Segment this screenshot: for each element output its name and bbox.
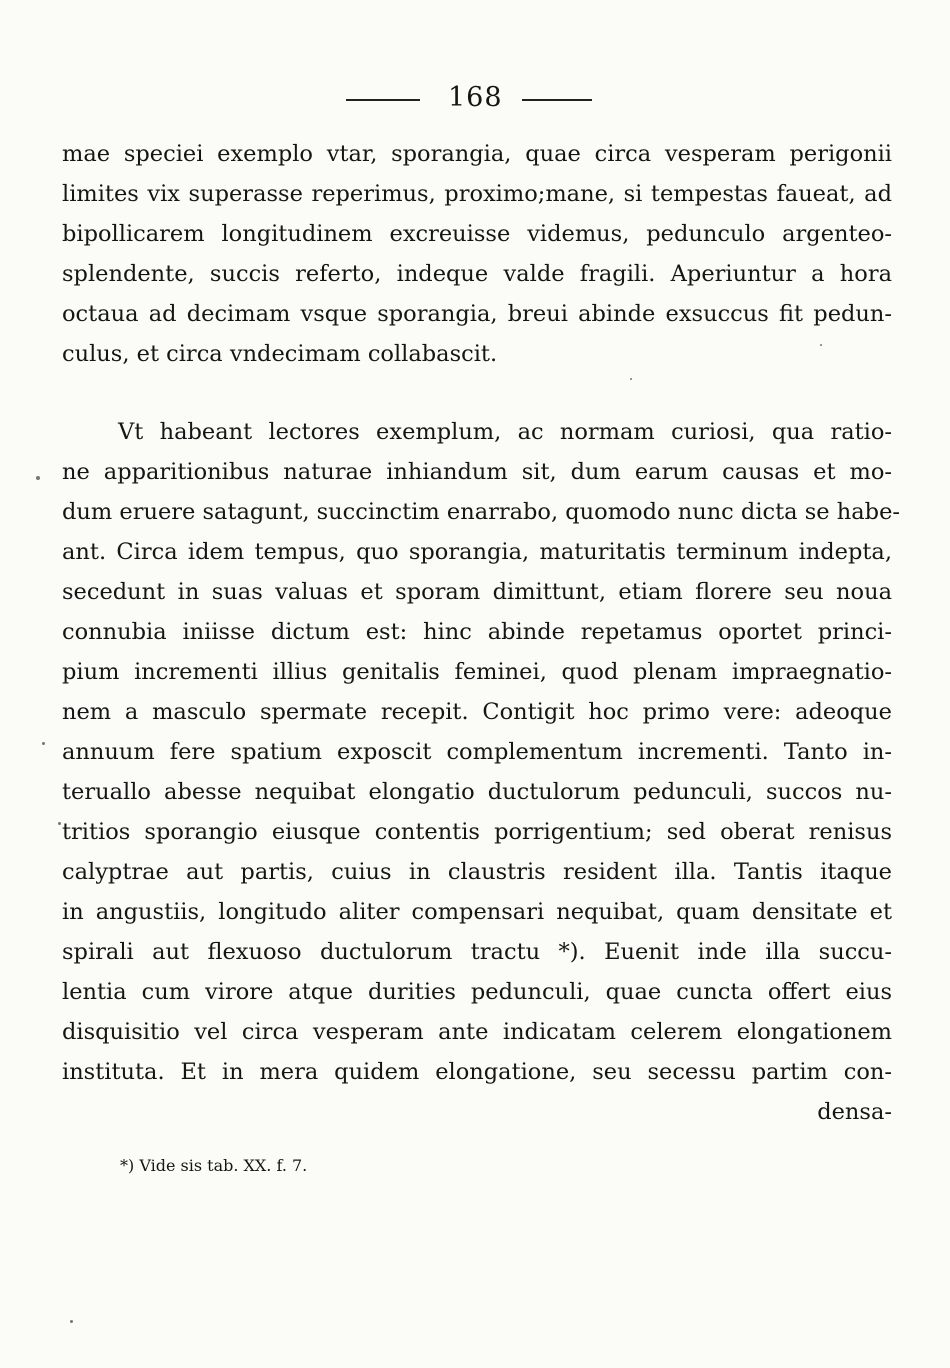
text-line: limites vix superasse reperimus, proximo;mane, si tempestas faueat, ad [62, 181, 892, 207]
text-body [62, 134, 900, 1132]
text-line: spirali aut flexuoso ductulorum tractu *). Euenit inde illa succu- [62, 939, 892, 965]
text-line: annuum fere spatium exposcit complementum incrementi. Tanto in- [62, 739, 892, 765]
text-line: instituta. Et in mera quidem elongatione, seu secessu partim con- [62, 1059, 892, 1085]
text-line: tritios sporangio eiusque contentis porrigentium; sed oberat renisus [62, 819, 892, 845]
paragraph-2 [62, 412, 900, 1092]
paper-speck [70, 1320, 73, 1323]
paper-speck [58, 822, 61, 825]
paragraph-gap [62, 374, 892, 412]
text-line: calyptrae aut partis, cuius in claustris resident illa. Tantis itaque [62, 859, 892, 885]
text-line: teruallo abesse nequibat elongatio ductulorum pedunculi, succos nu- [62, 779, 892, 805]
page-number: 168 [448, 82, 503, 113]
text-line: dum eruere satagunt, succinctim enarrabo, quomodo nunc dicta se habe- [62, 499, 900, 525]
catchword: densa- [817, 1099, 892, 1125]
header-rule-right [522, 99, 592, 101]
text-line: ne apparitionibus naturae inhiandum sit, dum earum causas et mo- [62, 459, 892, 485]
text-line: octaua ad decimam vsque sporangia, breui abinde exsuccus fit pedun- [62, 301, 892, 327]
text-line: disquisitio vel circa vesperam ante indicatam celerem elongationem [62, 1019, 892, 1045]
footnote: *) Vide sis tab. XX. f. 7. [120, 1156, 308, 1175]
text-line: secedunt in suas valuas et sporam dimittunt, etiam florere seu noua [62, 579, 892, 605]
text-line: Vt habeant lectores exemplum, ac normam curiosi, qua ratio- [118, 419, 892, 445]
paper-speck [42, 742, 45, 745]
paper-speck [630, 378, 632, 380]
page-header [0, 80, 950, 120]
text-line: in angustiis, longitudo aliter compensari nequibat, quam densitate et [62, 899, 892, 925]
text-line: connubia iniisse dictum est: hinc abinde repetamus oportet princi- [62, 619, 892, 645]
text-line: mae speciei exemplo vtar, sporangia, quae circa vesperam perigonii [62, 141, 892, 167]
paragraph-1 [62, 134, 892, 374]
text-line: lentia cum virore atque durities pedunculi, quae cuncta offert eius [62, 979, 892, 1005]
text-line: culus, et circa vndecimam collabascit. [62, 341, 498, 367]
text-line: splendente, succis referto, indeque valde fragili. Aperiuntur a hora [62, 261, 892, 287]
text-line: ant. Circa idem tempus, quo sporangia, maturitatis terminum indepta, [62, 539, 892, 565]
header-rule-left [346, 99, 420, 101]
paper-speck [36, 476, 40, 480]
text-line: pium incrementi illius genitalis feminei, quod plenam impraegnatio- [62, 659, 892, 685]
text-line: nem a masculo spermate recepit. Contigit hoc primo vere: adeoque [62, 699, 892, 725]
text-line: bipollicarem longitudinem excreuisse videmus, pedunculo argenteo- [62, 221, 892, 247]
paper-speck [820, 344, 822, 346]
